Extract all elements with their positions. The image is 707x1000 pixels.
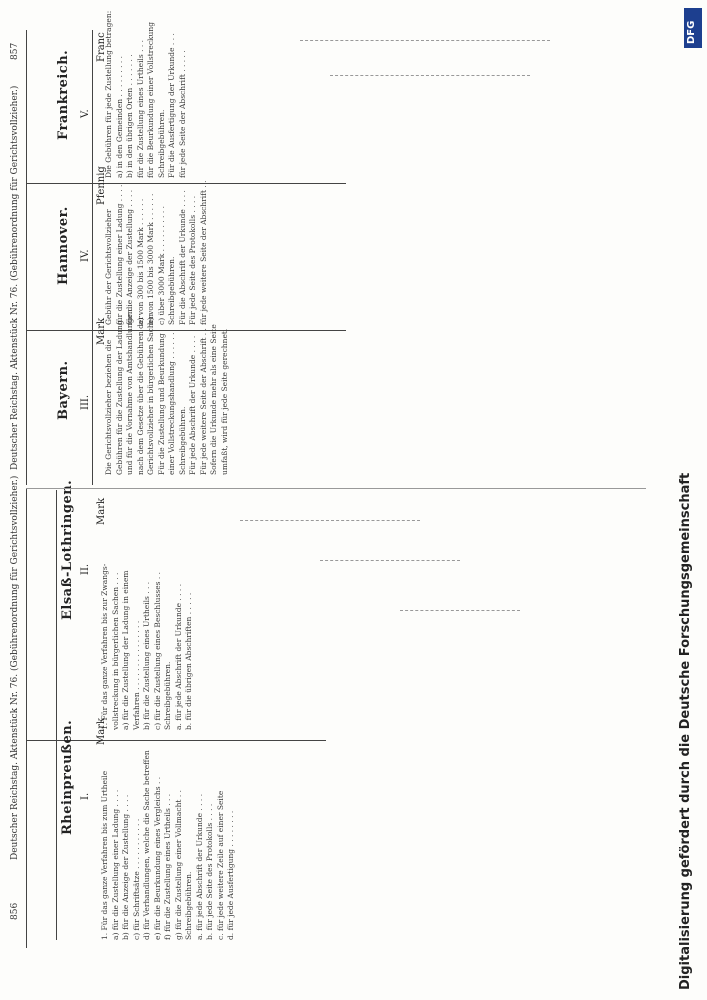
column-title-elsass-lothringen: Elsaß-Lothringen.	[60, 479, 75, 620]
column-body-frankreich: Die Gebühren für jede Zustellung betragen: a) in den Gemeinden . . . . . . . . . b) in den übrigen Orten . . . . . . . für die Zustellung eines Urtheils . . . für die Beurkundung einer Vollstreckung Schreibgebühren. Für die Ausfertigung der Urkunde . . . für jede Seite der Abschrift . . . . .	[104, 10, 187, 178]
column-title-rheinpreussen: Rheinpreußen.	[60, 719, 75, 835]
unit-header-iv: Pfennig	[96, 166, 107, 205]
leader-rule	[400, 610, 520, 611]
digitization-credit: Digitalisierung gefördert durch die Deutsche Forschungsgemeinschaft	[678, 472, 693, 990]
right-header-rule	[92, 30, 93, 485]
column-body-rheinpreussen: 1. Für das ganze Verfahren bis zum Urtheile a) für die Zustellung einer Ladung . . . . b) für die Anzeige der Zustellung . . . . c) für Schriftsätze . . . . . . . . . . . d) für Verhandlungen, welche die Sache betreffen e) für die Beurkundung eines Vergleichs . . f) für die Zustellung eines Urtheils . . . g) für die Zustellung einer Vollmacht . . Schreibgebühren. a. für jede Abschrift der Urkunde . . . . b. für jede Seite des Protokolls . . . . c. für jede weitere Zeile auf einer Seite d. für jede Ausfertigung . . . . . . . .	[100, 750, 235, 940]
column-number-iv: IV.	[80, 249, 91, 262]
leader-rule	[300, 40, 550, 41]
dfg-logo: DFG	[684, 8, 702, 48]
left-running-head: Deutscher Reichstag. Aktenstück Nr. 76. (Gebührenordnung für Gerichtsvollzieher.)	[10, 475, 20, 860]
right-page-number: 857	[10, 42, 20, 60]
column-body-hannover: Gebühr der Gerichtsvollzieher für die Zustellung einer Ladung . . . . für die Anzeige der Zustellung . . . . a) von 300 bis 1500 Mark . . . . . . b) von 1500 bis 3000 Mark . . . . . . c) über 3000 Mark . . . . . . . . . . Schreibgebühren. Für die Abschrift der Urkunde . . . . Für jede Seite des Protokolls . . . . für jede weitere Seite der Abschrift . .	[104, 180, 208, 325]
column-number-iii: III.	[80, 394, 91, 410]
unit-header-v: Franc	[96, 32, 107, 62]
leader-rule	[320, 560, 460, 561]
column-number-ii: II.	[80, 563, 91, 575]
unit-header-ii: Mark	[96, 497, 107, 525]
column-body-elsass-lothringen: 1. Für das ganze Verfahren bis zur Zwangs- vollstreckung in bürgerlichen Sachen . . . a) für die Zustellung der Ladung in einem Verfahren . . . . . . . . . . . . . . . b) für die Zustellung eines Urtheils . . . c) für die Zustellung eines Beschlusses . . Schreibgebühren. a. für jede Abschrift der Urkunde . . . . b. für die übrigen Abschriften . . . . .	[100, 563, 193, 730]
unit-header-iii: Mark	[96, 317, 107, 345]
column-title-hannover: Hannover.	[56, 206, 71, 285]
leader-rule	[330, 75, 530, 76]
right-running-head: Deutscher Reichstag. Aktenstück Nr. 76. (Gebührenordnung für Gerichtsvollzieher.)	[10, 85, 20, 470]
column-number-v: V.	[80, 109, 91, 118]
right-head-rule	[26, 30, 27, 485]
column-title-frankreich: Frankreich.	[56, 49, 71, 140]
column-body-bayern: Die Gerichtsvollzieher beziehen die Gebühren für die Zustellung der Ladung und für die Vornahme von Amtshandlungen nach dem Gesetze über die Gebühren der Gerichtsvollzieher in bürgerlichen Sachen. Für die Zustellung und Beurkundung einer Vollstreckungshandlung . . . . . . Schreibgebühren. Für jede Abschrift der Urkunde . . . . Für jede weitere Seite der Abschrift . . Sofern die Urkunde mehr als eine Seite umfaßt, wird für jede Seite gerechnet.	[104, 309, 229, 475]
column-number-i: I.	[80, 792, 91, 800]
left-header-rule	[56, 490, 57, 940]
left-head-rule	[26, 488, 27, 948]
left-page-number: 856	[10, 902, 20, 920]
unit-header-i: Mark	[96, 717, 107, 745]
column-title-bayern: Bayern.	[56, 360, 71, 420]
leader-rule	[240, 520, 420, 521]
page-separator	[26, 488, 646, 489]
